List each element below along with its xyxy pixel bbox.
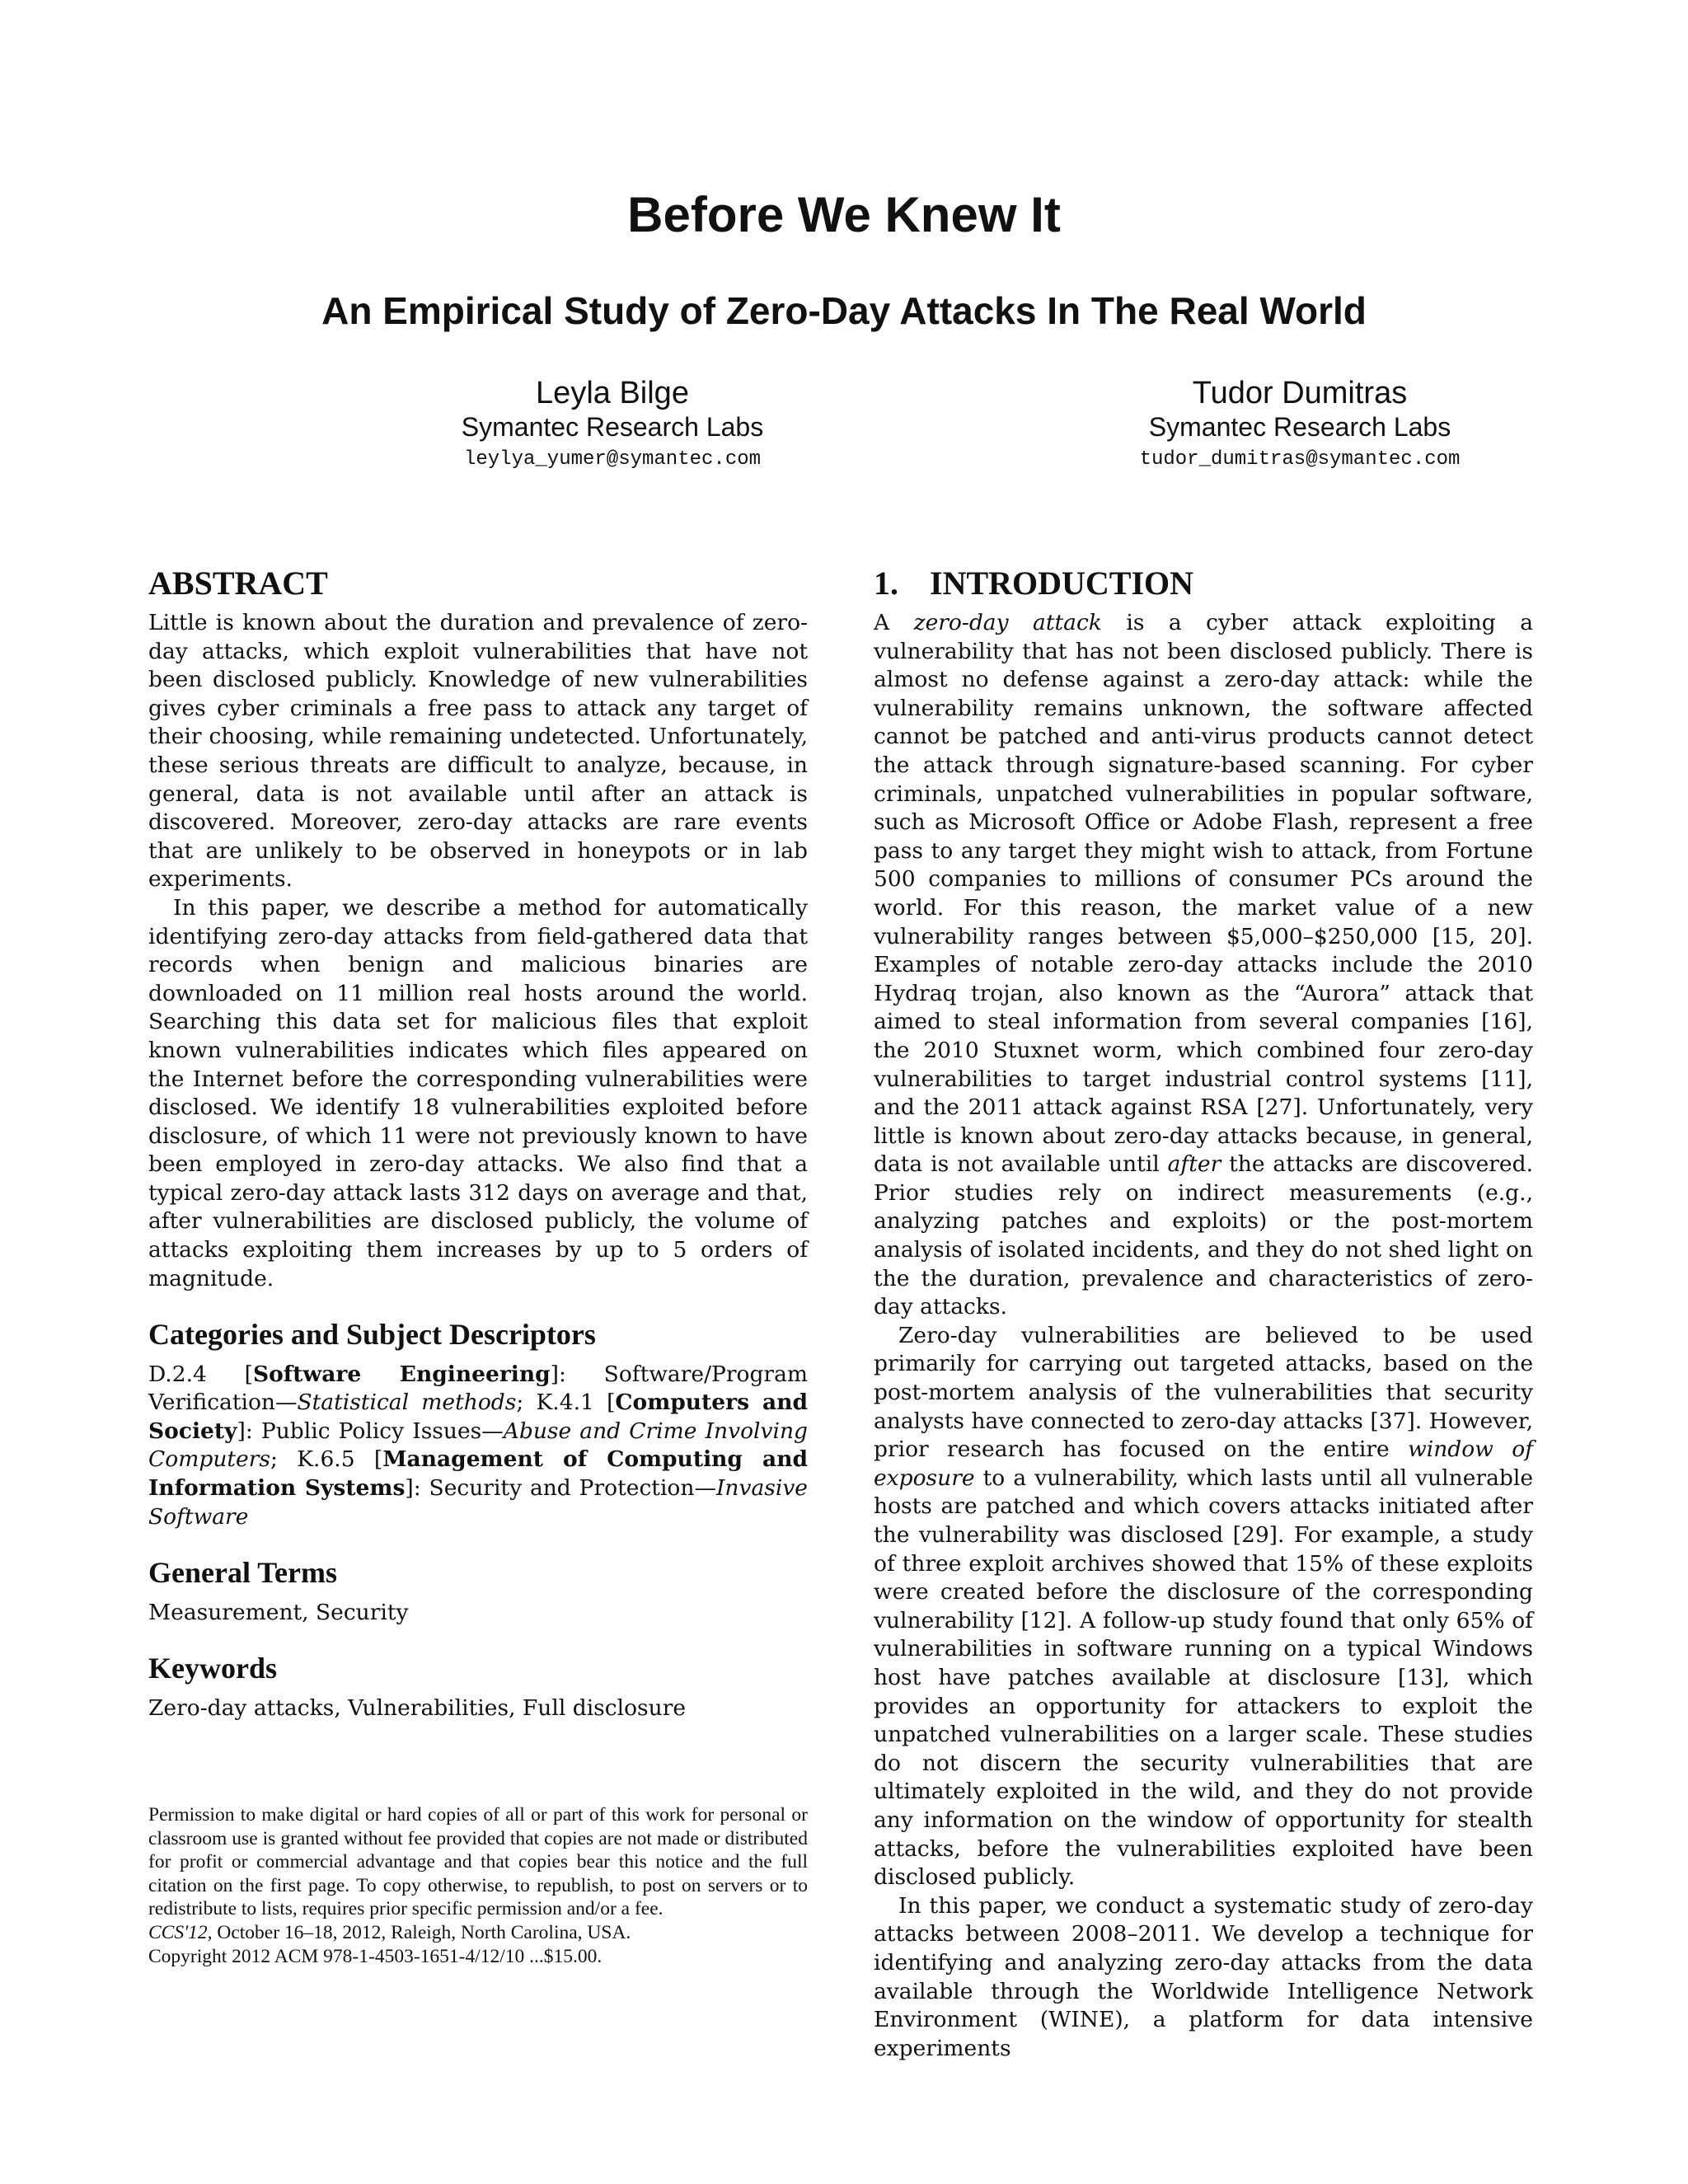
author-block-1 — [324, 375, 901, 471]
permission-notice — [148, 1803, 808, 1968]
text-segment: Zero-day vulnerabilities are believed to be used primarily for carrying out targeted attacks, based on the post-mortem analysis of the vulnerabilities that security analysts have connected to zero-day attacks [37]. However, prior research has focused on the entire — [874, 1322, 1533, 1463]
introduction-heading — [874, 565, 1533, 602]
emphasis-term: window of exposure — [874, 1436, 1533, 1491]
abstract-heading: ABSTRACT — [148, 565, 328, 602]
author-affiliation: Symantec Research Labs — [461, 411, 764, 442]
categories-segment: ]: Software/Program Verification— — [148, 1361, 809, 1416]
text-segment: is a cyber attack exploiting a vulnerability that has not been disclosed publicly. There is almost no defense against a zero-day attack: while the vulnerability remains unknown, the software affected cannot be patched and anti-virus products cannot detect the attack through signature-based scanning. For cyber criminals, unpatched vulnerabilities in popular software, such as Microsoft Office or Adobe Flash, represent a free pass to any target they might wish to attack, from Fortune 500 companies to millions of consumer PCs around the world. For this reason, the market value of a new vulnerability ranges between $5,000–$250,000 [15, 20]. Examples of notable zero-day attacks include the 2010 Hydraq trojan, also known as the “Aurora” attack that aimed to steal information from several companies [16], the 2010 Stuxnet worm, which combined four zero-day vulnerabilities to target industrial control systems [11], and the 2011 attack against RSA [27]. Unfortunately, very little is known about zero-day attacks because, in general, data is not available until — [874, 610, 1533, 1178]
keywords-heading: Keywords — [148, 1652, 277, 1685]
keywords-text: Zero-day attacks, Vulnerabilities, Full disclosure — [148, 1694, 687, 1721]
categories-segment: ]: Security and Protection— — [405, 1475, 716, 1502]
author-email: tudor_dumitras@symantec.com — [1139, 448, 1461, 471]
emphasis-term: after — [1167, 1151, 1221, 1178]
section-number: 1. — [874, 565, 898, 602]
introduction-paragraph-2 — [874, 1322, 1533, 1892]
categories-segment: ; K.4.1 [ — [516, 1390, 616, 1416]
left-column — [148, 565, 808, 1722]
author-block-2 — [1011, 375, 1588, 471]
categories-bold-term: Software Engineering — [252, 1361, 551, 1387]
text-segment: A — [874, 610, 914, 635]
categories-segment: D.2.4 [ — [148, 1361, 253, 1387]
venue-name: CCS'12, — [148, 1921, 213, 1943]
paper-title: Before We Knew It — [627, 187, 1061, 242]
introduction-paragraph-1 — [874, 609, 1533, 1322]
venue-line — [148, 1921, 808, 1945]
introduction-paragraph-3: In this paper, we conduct a systematic study of zero-day attacks between 2008–2011. We develop a technique for identifying and analyzing zero-day attacks from the data available through the Worldwide Intelligence Network Environment (WINE), a platform for data intensive experiments — [874, 1892, 1533, 2061]
text-segment: to a vulnerability, which lasts until all vulnerable hosts are patched and which covers attacks initiated after the vulnerability was disclosed [29]. For example, a study of three exploit archives showed that 15% of these exploits were created before the disclosure of the corresponding vulnerability [12]. A follow-up study found that only 65% of vulnerabilities in software running on a typical Windows host have patches available at disclosure [13], which provides an opportunity for attackers to exploit the unpatched vulnerabilities on a larger scale. These studies do not discern the security vulnerabilities that are ultimately exploited in the wild, and they do not provide any information on the window of opportunity for stealth attacks, before the vulnerabilities exploited have been disclosed publicly. — [874, 1465, 1533, 1891]
emphasis-term: zero-day attack — [913, 610, 1102, 635]
author-name: Leyla Bilge — [536, 376, 689, 410]
author-affiliation: Symantec Research Labs — [1148, 411, 1451, 442]
categories-text — [148, 1361, 808, 1532]
copyright-line: Copyright 2012 ACM 978-1-4503-1651-4/12/10 ...$15.00. — [148, 1945, 603, 1967]
general-terms-text: Measurement, Security — [148, 1599, 409, 1625]
categories-segment: ]: Public Policy Issues— — [237, 1418, 504, 1444]
author-email: leylya_yumer@symantec.com — [463, 448, 762, 471]
categories-italic-term: Abuse and Crime Involving Computers — [148, 1418, 808, 1473]
categories-segment: ; K.6.5 [ — [270, 1446, 383, 1473]
categories-heading: Categories and Subject Descriptors — [148, 1318, 596, 1352]
author-name: Tudor Dumitras — [1192, 376, 1408, 410]
section-title: INTRODUCTION — [930, 565, 1194, 602]
venue-details: October 16–18, 2012, Raleigh, North Carolina, USA. — [212, 1921, 631, 1943]
abstract-paragraph-1: Little is known about the duration and prevalence of zero-day attacks, which exploit vulnerabilities that have not been disclosed publicly. Knowledge of new vulnerabilities gives cyber criminals a free pass to attack any target of their choosing, while remaining undetected. Unfortunately, these serious threats are difficult to analyze, because, in general, data is not available until after an attack is discovered. Moreover, zero-day attacks are rare events that are unlikely to be observed in honeypots or in lab experiments. — [148, 610, 808, 893]
permission-text: Permission to make digital or hard copies of all or part of this work for personal or classroom use is granted without fee provided that copies are not made or distributed for profit or commercial advantage and that copies bear this notice and the full citation on the first page. To copy otherwise, to republish, to post on servers or to redistribute to lists, requires prior specific permission and/or a fee. — [148, 1804, 808, 1920]
categories-bold-term: Management of Computing and Information Systems — [148, 1446, 808, 1502]
categories-bold-term: Computers and Society — [148, 1390, 808, 1444]
text-segment: the attacks are discovered. Prior studies rely on indirect measurements (e.g., analyzing patches and exploits) or the post-mortem analysis of isolated incidents, and they do not shed light on the the duration, prevalence and characteristics of zero-day attacks. — [874, 1151, 1533, 1320]
right-column — [874, 565, 1533, 2063]
abstract-paragraph-2: In this paper, we describe a method for automatically identifying zero-day attacks from field-gathered data that records when benign and malicious binaries are downloaded on 11 million real hosts around the world. Searching this data set for malicious files that exploit known vulnerabilities indicates which files appeared on the Internet before the corresponding vulnerabilities were disclosed. We identify 18 vulnerabilities exploited before disclosure, of which 11 were not previously known to have been employed in zero-day attacks. We also find that a typical zero-day attack lasts 312 days on average and that, after vulnerabilities are disclosed publicly, the volume of attacks exploiting them increases by up to 5 orders of magnitude. — [148, 894, 808, 1291]
paper-subtitle: An Empirical Study of Zero-Day Attacks In The Real World — [321, 289, 1367, 332]
categories-italic-term: Statistical methods — [297, 1390, 517, 1416]
categories-italic-term: Invasive Software — [148, 1475, 808, 1530]
general-terms-heading: General Terms — [148, 1556, 337, 1590]
